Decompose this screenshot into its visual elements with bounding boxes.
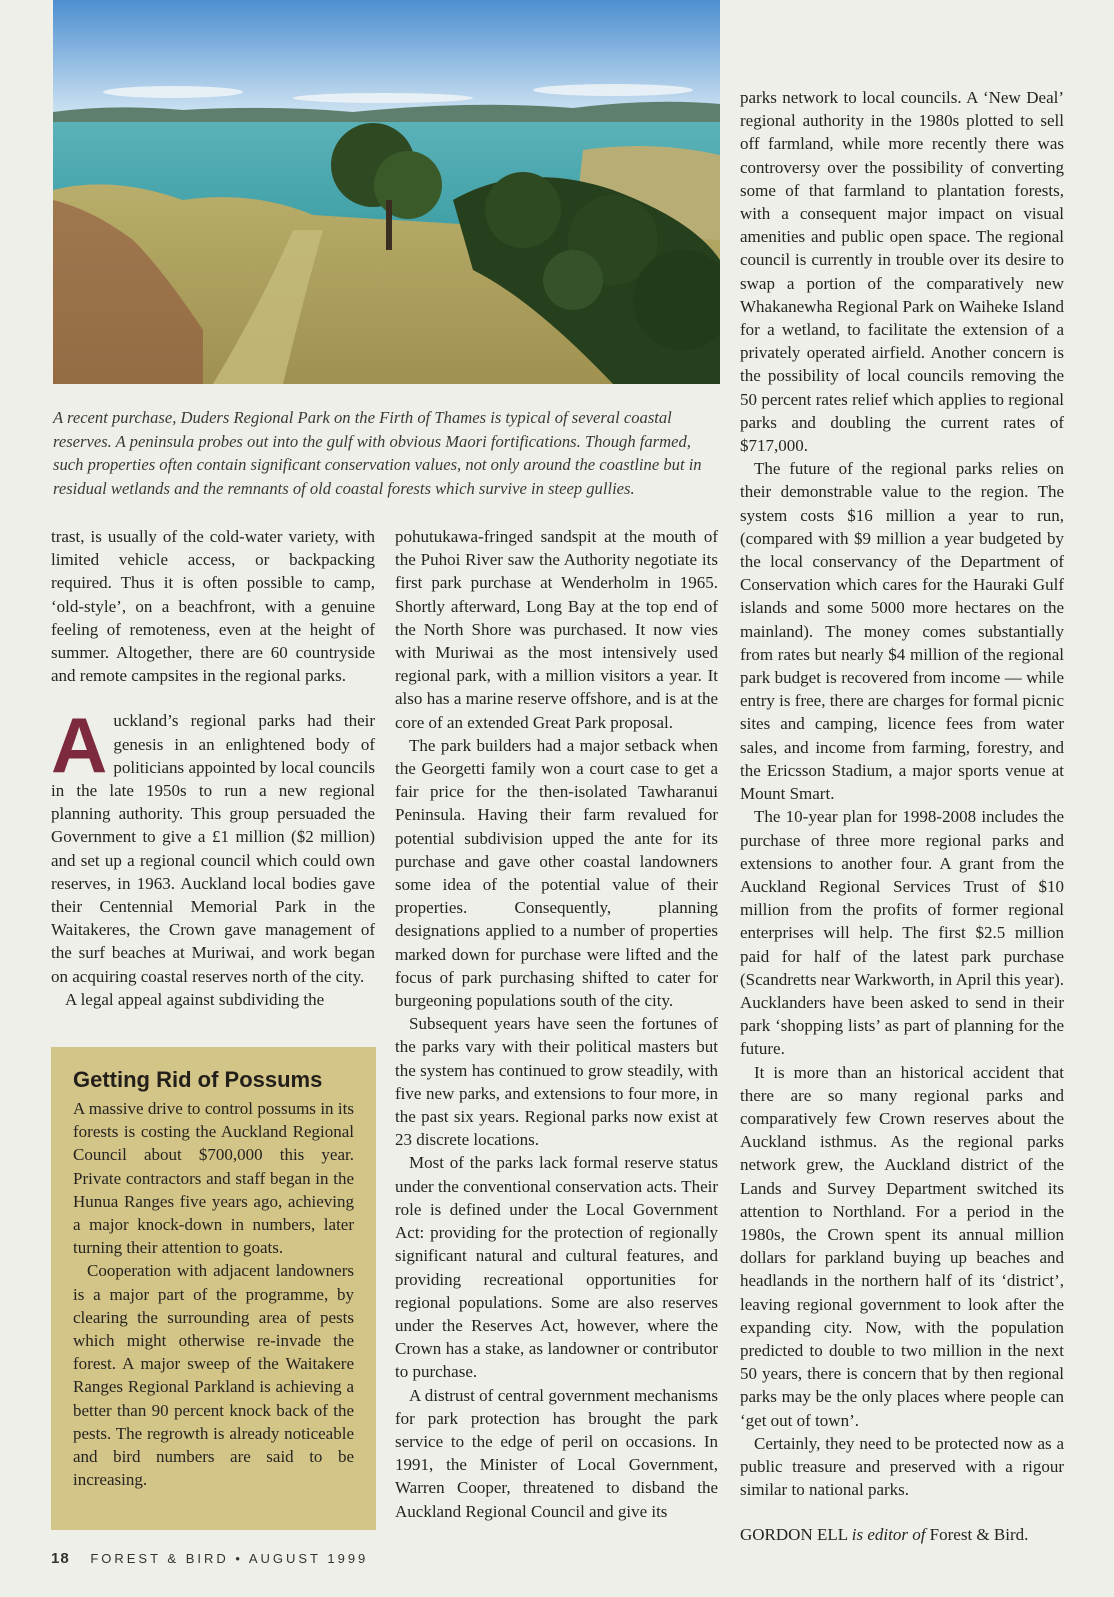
paragraph: pohutukawa-fringed sandspit at the mouth of the Puhoi River saw the Authority negotiate its first park purchase at Wenderholm in 1965. Shortly afterward, Long Bay at the top end of the North Shore was purchased. It now vies with Muriwai as the most intensively used regional park, with a million visitors a year. It also has a marine reserve offshore, and is at the core of an extended Great Park proposal. <box>395 527 718 732</box>
paragraph: The park builders had a major setback when the Georgetti family won a court case to get a fair price for the then-isolated Tawharanui Peninsula. Having their farm revalued for potential subdivision upped the ante for its purchase and gave other coastal landowners some idea of the potential value of their properties. Consequently, planning designations applied to a number of properties marked down for purchase were lifted and the focus of park purchasing shifted to cater for burgeoning populations south of the city. <box>395 735 718 1011</box>
publication-name: Forest & Bird. <box>929 1525 1029 1545</box>
sidebar-title: Getting Rid of Possums <box>73 1067 323 1092</box>
paragraph: The 10-year plan for 1998-2008 includes the purchase of three more regional parks and extensions to another four. A grant from the Auckland Regional Services Trust of $10 million from the profits of former regional enterprises will help. The first $2.5 million paid for half of the latest park purchase (Scandretts near Warkworth, in April this year). Aucklanders have been asked to send in their park ‘shopping lists’ as part of planning for the future. <box>740 807 1064 1059</box>
paragraph: A legal appeal against subdividing the <box>65 989 325 1009</box>
duders-park-photo <box>53 0 720 384</box>
author-byline <box>740 1523 1064 1546</box>
paragraph: parks network to local councils. A ‘New Deal’ regional authority in the 1980s plotted to sell off farmland, while more recently there was controversy over the possibility of converting some of that farmland to plantation forests, with a consequent major impact on visual amenities and public open space. The regional council is currently in trouble over its desire to swap a portion of the comparatively new Whakanewha Regional Park on Waiheke Island for a wetland, to facilitate the extension of a privately operated airfield. Another concern is the possibility of local councils removing the 50 percent rates relief which applies to regional parks and doubling the current rates of $717,000. <box>740 88 1064 456</box>
paragraph-with-dropcap <box>51 701 375 987</box>
footer-publication: FOREST & BIRD • AUGUST 1999 <box>90 1551 369 1566</box>
page-number: 18 <box>51 1550 70 1567</box>
paragraph-text: uckland’s regional parks had their genesis in an enlightened body of politicians appointed by local councils in the late 1950s to run a new regional planning authority. This group persuaded the Government to give a £1 million ($2 million) and set up a regional council which could own reserves, in 1963. Auckland local bodies gave their Centennial Memorial Park in the Waitakeres, the Crown gave management of the surf beaches at Muriwai, and work began on acquiring coastal reserves north of the city. <box>51 711 375 986</box>
column-3 <box>740 86 1064 1547</box>
possums-sidebar <box>51 1047 376 1530</box>
paragraph: trast, is usually of the cold-water variety, with limited vehicle access, or backpacking required. Thus it is often possible to camp, ‘old-style’, on a beachfront, with a genuine feeling of remoteness, even at the height of summer. Altogether, there are 60 countryside and remote campsites in the regional parks. <box>51 527 375 686</box>
sidebar-paragraph: Cooperation with adjacent landowners is a major part of the programme, by clearing the surrounding area of pests which might otherwise re-invade the forest. A major sweep of the Waitakere Ranges Regional Parkland is achieving a better than 90 percent knock back of the pests. The regrowth is already noticeable and bird numbers are said to be increasing. <box>73 1261 354 1490</box>
paragraph: Most of the parks lack formal reserve status under the conventional conservation acts. Their role is defined under the Local Government Act: providing for the protection of regionally significant natural and cultural features, and providing recreational opportunities for regional populations. Some are also reserves under the Reserves Act, however, where the Crown has a stake, as landowner or contributor to purchase. <box>395 1153 718 1382</box>
drop-cap: A <box>51 701 108 790</box>
paragraph: Subsequent years have seen the fortunes of the parks vary with their political masters but the system has continued to grow steadily, with five new parks, and extensions to four more, in the past six years. Regional parks now exist at 23 discrete locations. <box>395 1014 718 1150</box>
sidebar-paragraph: A massive drive to control possums in its forests is costing the Auckland Regional Council about $700,000 this year. Private contractors and staff began in the Hunua Ranges five years ago, achieving a major knock-down in numbers, later turning their attention to goats. <box>73 1099 354 1258</box>
paragraph: The future of the regional parks relies on their demonstrable value to the region. The system costs $16 million a year to run, (compared with $9 million a year budgeted by the local conservancy of the Department of Conservation which cares for the Hauraki Gulf islands and some 5000 more hectares on the mainland). The money comes substantially from rates but nearly $4 million of the regional park budget is recovered from income — while entry is free, there are charges for formal picnic sites and camping, licence fees from water sales, and income from farming, forestry, and the Ericsson Stadium, a major sports venue at Mount Smart. <box>740 459 1064 804</box>
column-2 <box>395 525 718 1523</box>
author-name: GORDON ELL <box>740 1525 848 1545</box>
page-footer <box>51 1550 451 1567</box>
author-role: is editor of <box>851 1525 926 1545</box>
photo-caption: A recent purchase, Duders Regional Park on the Firth of Thames is typical of several coastal reserves. A peninsula probes out into the gulf with obvious Maori fortifications. Though farmed, such properties often contain significant conservation values, not only around the coastline but in residual wetlands and the remnants of old coastal forests which survive in steep gullies. <box>53 408 702 498</box>
paragraph: It is more than an historical accident that there are so many regional parks and comparatively few Crown reserves about the Auckland isthmus. As the regional parks network grew, the Auckland district of the Lands and Survey Department switched its attention to Northland. For a period in the 1980s, the Crown spent its annual million dollars for parkland buying up beaches and headlands in the northern half of its ‘district’, leaving regional government to look after the expanding city. Now, with the population predicted to double to two million in the next 50 years, there is concern that by then regional parks may be the only places where people can ‘get out of town’. <box>740 1062 1064 1430</box>
paragraph: A distrust of central government mechanisms for park protection has brought the park service to the edge of peril on occasions. In 1991, the Minister of Local Government, Warren Cooper, threatened to disband the Auckland Regional Council and give its <box>395 1385 718 1521</box>
column-1 <box>51 525 375 1011</box>
paragraph: Certainly, they need to be protected now as a public treasure and preserved with a rigour similar to national parks. <box>740 1433 1064 1500</box>
